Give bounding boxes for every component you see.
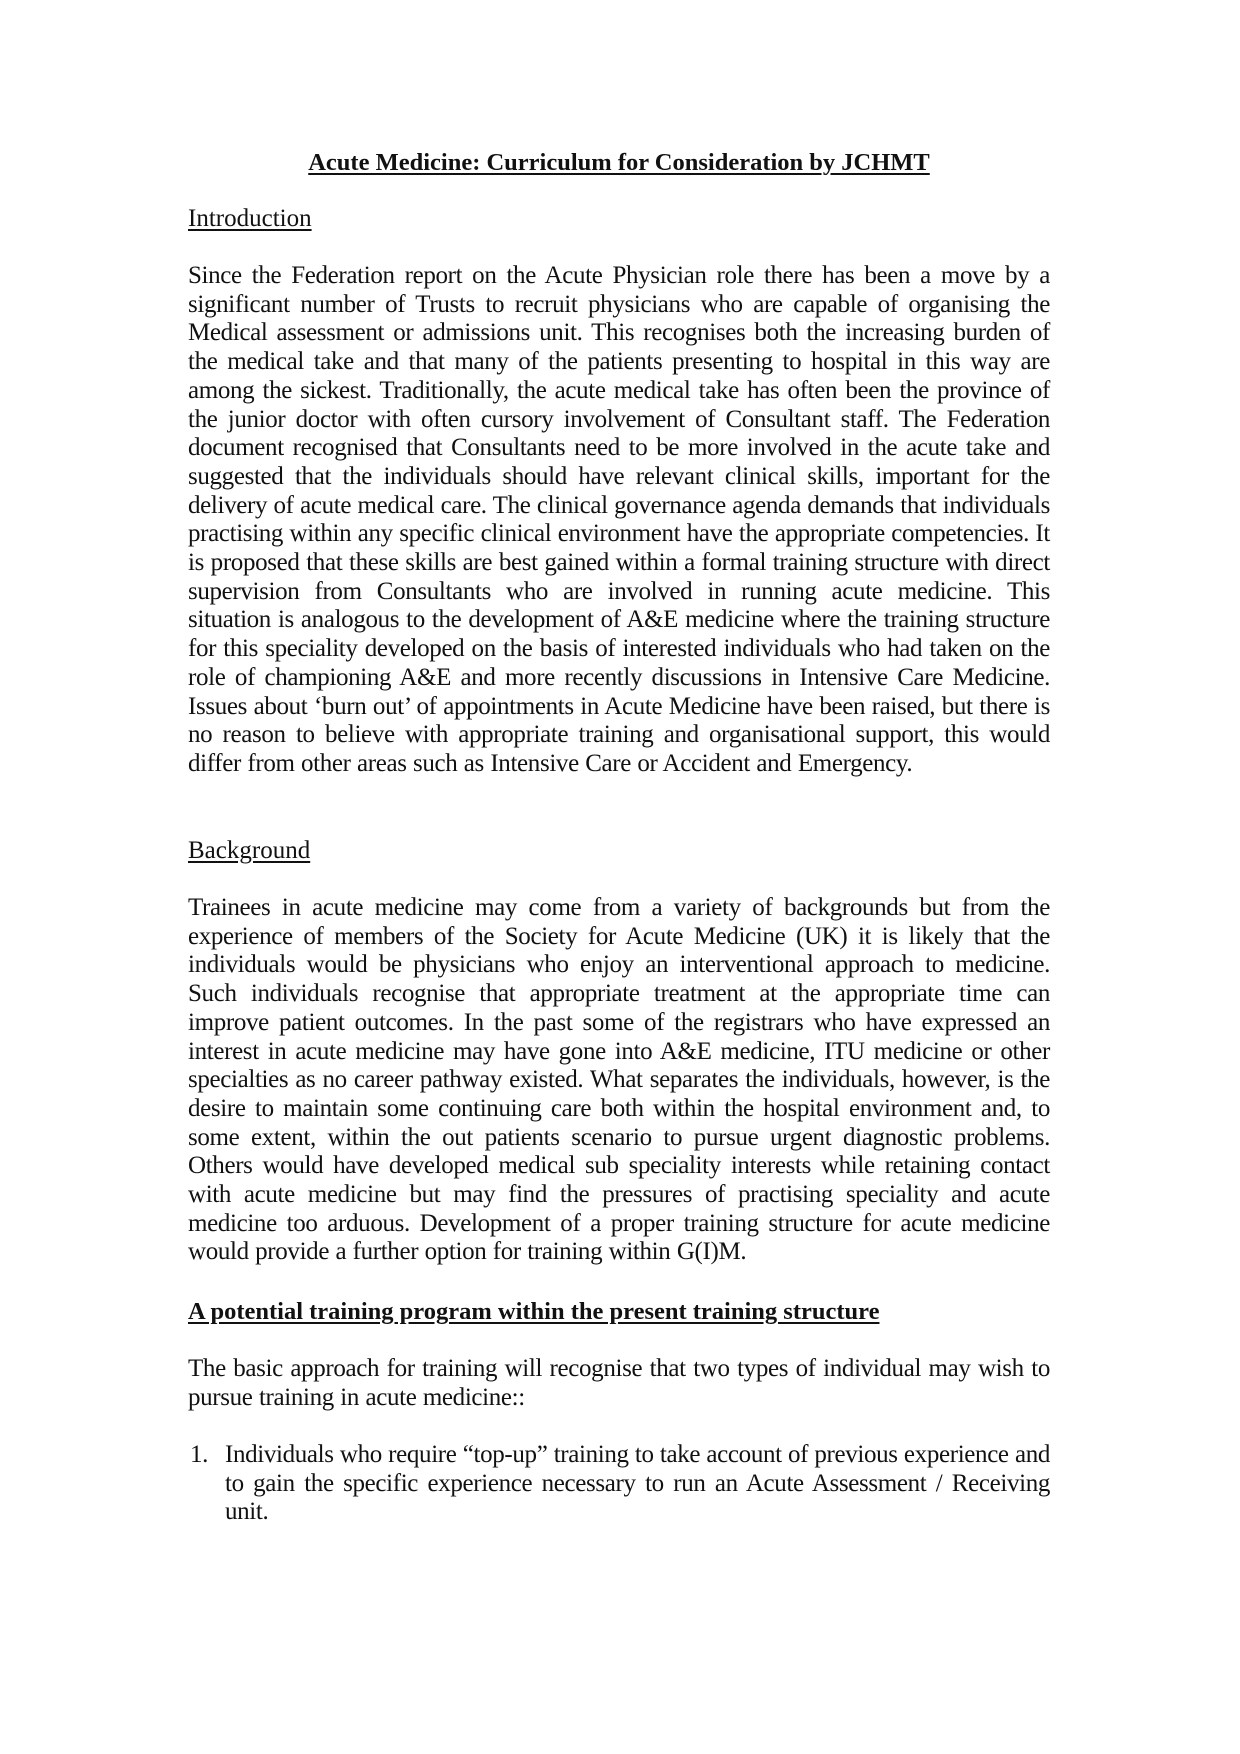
section-training-program	[188, 1298, 1050, 1327]
list-item-text: Individuals who require “top-up” training to take account of previous experience and to gain the specific experience necessary to run an Acute Assessment / Receiving unit.	[225, 1441, 1050, 1526]
introduction-paragraph: Since the Federation report on the Acute Physician role there has been a move by a significant number of Trusts to recruit physicians who are capable of organising the Medical assessment or admissions unit. This recognises both the increasing burden of the medical take and that many of the patients presenting to hospital in this way are among the sickest. Traditionally, the acute medical take has often been the province of the junior doctor with often cursory involvement of Consultant staff. The Federation document recognised that Consultants need to be more involved in the acute take and suggested that the individuals should have relevant clinical skills, important for the delivery of acute medical care. The clinical governance agenda demands that individuals practising within any specific clinical environment have the appropriate competencies. It is proposed that these skills are best gained within a formal training structure with direct supervision from Consultants who are involved in running acute medicine. This situation is analogous to the development of A&E medicine where the training structure for this speciality developed on the basis of interested individuals who had taken on the role of championing A&E and more recently discussions in Intensive Care Medicine. Issues about ‘burn out’ of appointments in Acute Medicine have been raised, but there is no reason to believe with appropriate training and organisational support, this would differ from other areas such as Intensive Care or Accident and Emergency.	[188, 262, 1050, 777]
section-heading-introduction: Introduction	[188, 205, 312, 232]
section-heading-training-program: A potential training program within the present training structure	[188, 1298, 880, 1325]
document-title-text: Acute Medicine: Curriculum for Consideration by JCHMT	[308, 149, 930, 176]
section-heading-background: Background	[188, 837, 311, 864]
background-body	[188, 894, 1050, 1267]
section-background	[188, 837, 1050, 866]
background-paragraph: Trainees in acute medicine may come from a variety of backgrounds but from the experience of members of the Society for Acute Medicine (UK) it is likely that the individuals would be physicians who enjoy an interventional approach to medicine. Such individuals recognise that appropriate treatment at the appropriate time can improve patient outcomes. In the past some of the registrars who have expressed an interest in acute medicine may have gone into A&E medicine, ITU medicine or other specialties as no career pathway existed. What separates the individuals, however, is the desire to maintain some continuing care both within the hospital environment and, to some extent, within the out patients scenario to pursue urgent diagnostic problems. Others would have developed medical sub speciality interests while retaining contact with acute medicine but may find the pressures of practising speciality and acute medicine too arduous. Development of a proper training structure for acute medicine would provide a further option for training within G(I)M.	[188, 894, 1050, 1266]
list-item-number: 1.	[190, 1441, 209, 1468]
training-program-paragraph: The basic approach for training will recognise that two types of individual may wish to pursue training in acute medicine::	[188, 1355, 1050, 1411]
section-introduction	[188, 205, 1050, 234]
numbered-list	[188, 1441, 1050, 1527]
training-program-body	[188, 1355, 1050, 1412]
training-types-list	[188, 1441, 1050, 1527]
introduction-body	[188, 262, 1050, 779]
document-title	[188, 148, 1050, 178]
list-item	[188, 1441, 1050, 1527]
